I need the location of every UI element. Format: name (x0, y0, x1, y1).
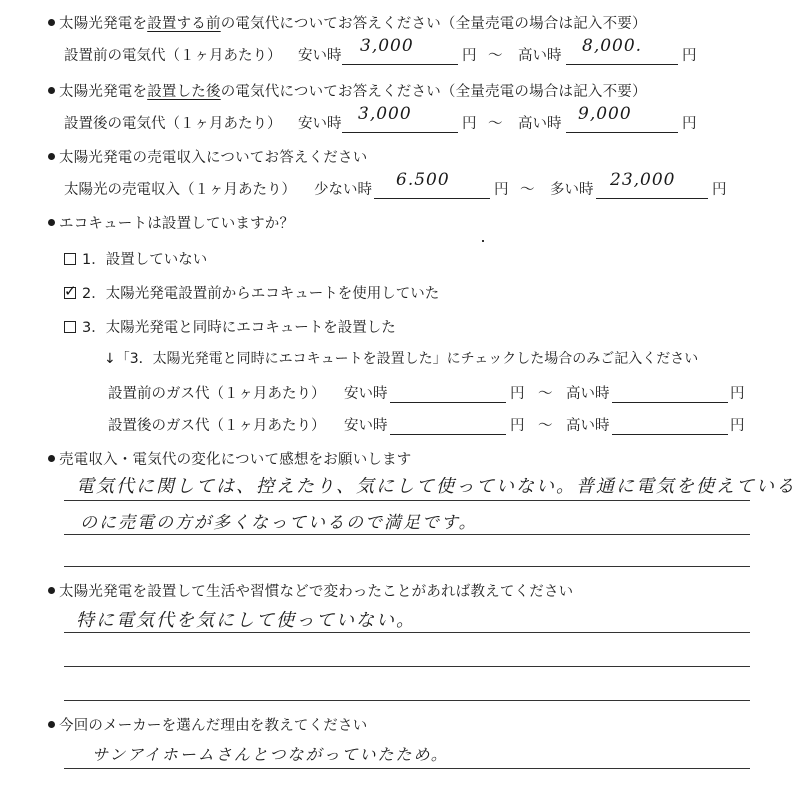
q5-answer-line-1: 電気代に関しては、控えたり、気にして使っていない。普通に電気を使えている (76, 476, 796, 497)
q3-low-value: 6.500 (396, 170, 450, 190)
q3-tilde: ～ (520, 182, 535, 198)
q6-answer-rule-2 (64, 666, 750, 667)
q4-gas-before-high-field[interactable] (612, 380, 728, 403)
q3-high-value: 23,000 (610, 170, 676, 190)
bullet-icon (48, 587, 55, 594)
q4-gas-after-label: 設置後のガス代（１ヶ月あたり） (108, 418, 326, 434)
q4-title: エコキュートは設置していますか？ (48, 212, 294, 233)
q7-title: 今回のメーカーを選んだ理由を教えてください (48, 714, 367, 735)
q3-label: 太陽光の売電収入（１ヶ月あたり） (64, 182, 296, 198)
q2-label: 設置後の電気代（１ヶ月あたり） (64, 116, 282, 132)
q1-low-value: 3,000 (360, 36, 414, 56)
q3-title: 太陽光発電の売電収入についてお答えください (48, 146, 367, 167)
q2-low-label: 安い時 (298, 116, 342, 132)
q4-gas-before-high-unit: 円 (730, 386, 745, 402)
q6-answer-rule-1 (64, 632, 750, 633)
q2-title: 太陽光発電を設置した後の電気代についてお答えください（全量売電の場合は記入不要） (48, 80, 647, 101)
q4-gas-after-high-unit: 円 (730, 418, 745, 434)
q1-title: 太陽光発電を設置する前の電気代についてお答えください（全量売電の場合は記入不要） (48, 12, 647, 33)
q1-low-unit: 円 (462, 48, 477, 64)
q2-low-value: 3,000 (358, 104, 412, 124)
q5-answer-rule-3 (64, 566, 750, 567)
stray-mark (482, 240, 484, 242)
bullet-icon (48, 87, 55, 94)
bullet-icon (48, 455, 55, 462)
q4-option-2[interactable]: ✓ 2．太陽光発電設置前からエコキュートを使用していた (64, 282, 440, 302)
q4-note: ↓「3．太陽光発電と同時にエコキュートを設置した」にチェックした場合のみご記入ください (104, 351, 699, 367)
q2-high-value: 9,000 (578, 104, 632, 124)
q4-gas-after-tilde: ～ (538, 418, 553, 434)
q1-label: 設置前の電気代（１ヶ月あたり） (64, 48, 282, 64)
checkbox-checked-icon[interactable] (64, 282, 77, 300)
q3-low-label: 少ない時 (314, 182, 372, 198)
q2-high-unit: 円 (682, 116, 697, 132)
q4-gas-after-high-field[interactable] (612, 412, 728, 435)
q4-gas-before-label: 設置前のガス代（１ヶ月あたり） (108, 386, 326, 402)
q4-gas-before-low-unit: 円 (510, 386, 525, 402)
bullet-icon (48, 19, 55, 26)
q4-gas-before-low-label: 安い時 (344, 386, 388, 402)
q4-gas-after-low-field[interactable] (390, 412, 506, 435)
q5-title: 売電収入・電気代の変化について感想をお願いします (48, 448, 412, 469)
check-mark-icon: ✓ (64, 282, 77, 300)
q4-gas-after-low-label: 安い時 (344, 418, 388, 434)
q6-title: 太陽光発電を設置して生活や習慣などで変わったことがあれば教えてください (48, 580, 573, 601)
q3-low-unit: 円 (494, 182, 509, 198)
q2-tilde: ～ (488, 116, 503, 132)
q1-low-label: 安い時 (298, 48, 342, 64)
q7-answer-line-1: サンアイホームさんとつながっていたため。 (92, 745, 449, 764)
q1-tilde: ～ (488, 48, 503, 64)
q6-answer-rule-3 (64, 700, 750, 701)
q1-high-value: 8,000. (582, 36, 643, 56)
q2-low-unit: 円 (462, 116, 477, 132)
q1-high-unit: 円 (682, 48, 697, 64)
q3-high-unit: 円 (712, 182, 727, 198)
checkbox-empty-icon[interactable] (64, 321, 76, 333)
q4-option-1[interactable]: 1．設置していない (64, 248, 207, 269)
bullet-icon (48, 219, 55, 226)
q5-answer-rule-2 (64, 534, 750, 535)
q2-high-label: 高い時 (518, 116, 562, 132)
q4-gas-before-low-field[interactable] (390, 380, 506, 403)
bullet-icon (48, 153, 55, 160)
q5-answer-line-2: のに売電の方が多くなっているので満足です。 (80, 513, 478, 533)
q4-gas-after-low-unit: 円 (510, 418, 525, 434)
q6-answer-line-1: 特に電気代を気にして使っていない。 (76, 610, 416, 631)
q4-gas-before-high-label: 高い時 (566, 386, 610, 402)
bullet-icon (48, 721, 55, 728)
q4-gas-after-high-label: 高い時 (566, 418, 610, 434)
q3-high-label: 多い時 (550, 182, 594, 198)
checkbox-empty-icon[interactable] (64, 253, 76, 265)
q5-answer-rule-1 (64, 500, 750, 501)
q7-answer-rule-1 (64, 768, 750, 769)
q4-option-3[interactable]: 3．太陽光発電と同時にエコキュートを設置した (64, 316, 396, 337)
q4-gas-before-tilde: ～ (538, 386, 553, 402)
q1-high-label: 高い時 (518, 48, 562, 64)
